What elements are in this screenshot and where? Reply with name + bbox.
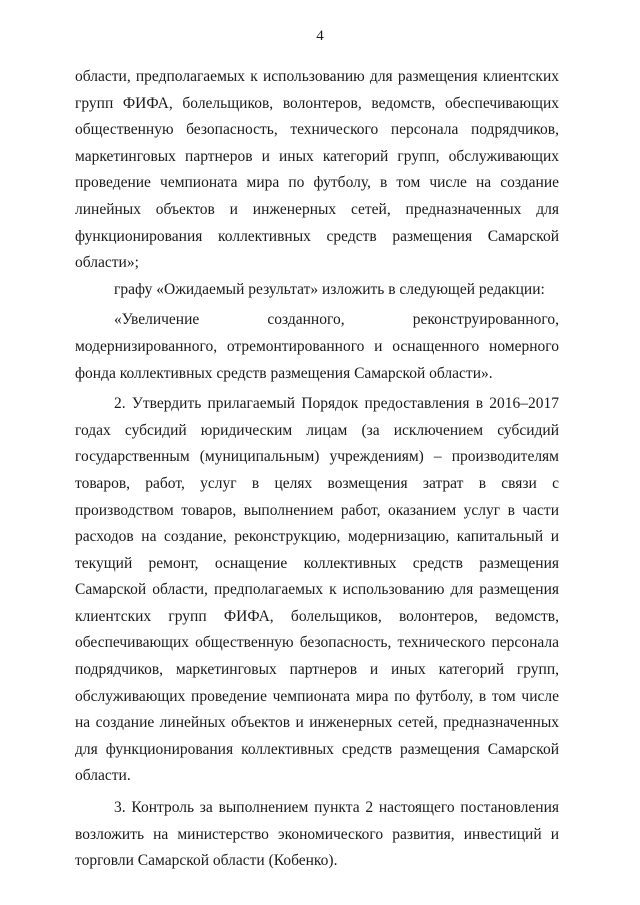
- paragraph-column-instruction: графу «Ожидаемый результат» изложить в следующей редакции:: [114, 280, 545, 298]
- paragraph-continuation: области, предполагаемых к использованию для размещения клиентских групп ФИФА, болельщиков, волонтеров, ведомств, обеспечивающих общественную безопасность, технического персонала подрядчиков, маркетинговых партнеров и иных категорий групп, обслуживающих проведение чемпионата мира по футболу, в том числе на создание линейных объектов и инженерных сетей, предназначенных для функционирования коллективных средств размещения Самарской области»;: [75, 68, 559, 272]
- paragraph-expected-result: «Увеличение созданного, реконструированного, модернизированного, отремонтированного и оснащенного номерного фонда коллективных средств размещения Самарской области».: [75, 311, 559, 382]
- paragraph-item-2: 2. Утвердить прилагаемый Порядок предоставления в 2016–2017 годах субсидий юридическим лицам (за исключением субсидий государственным (муниципальным) учреждениям) – производителям товаров, работ, услуг в целях возмещения затрат в связи с производством товаров, выполнением работ, оказанием услуг в части расходов на создание, реконструкцию, модернизацию, капитальный и текущий ремонт, оснащение коллективных средств размещения Самарской области, предполагаемых к использованию для размещения клиентских групп ФИФА, болельщиков, волонтеров, ведомств, обеспечивающих общественную безопасность, технического персонала подрядчиков, маркетинговых партнеров и иных категорий групп, обслуживающих проведение чемпионата мира по футболу, в том числе на создание линейных объектов и инженерных сетей, предназначенных для функционирования коллективных средств размещения Самарской области.: [75, 395, 559, 785]
- paragraph-item-3: 3. Контроль за выполнением пункта 2 настоящего постановления возложить на министерство экономического развития, инвестиций и торговли Самарской области (Кобенко).: [75, 799, 559, 870]
- document-body: [75, 64, 559, 875]
- page-number: 4: [316, 28, 324, 44]
